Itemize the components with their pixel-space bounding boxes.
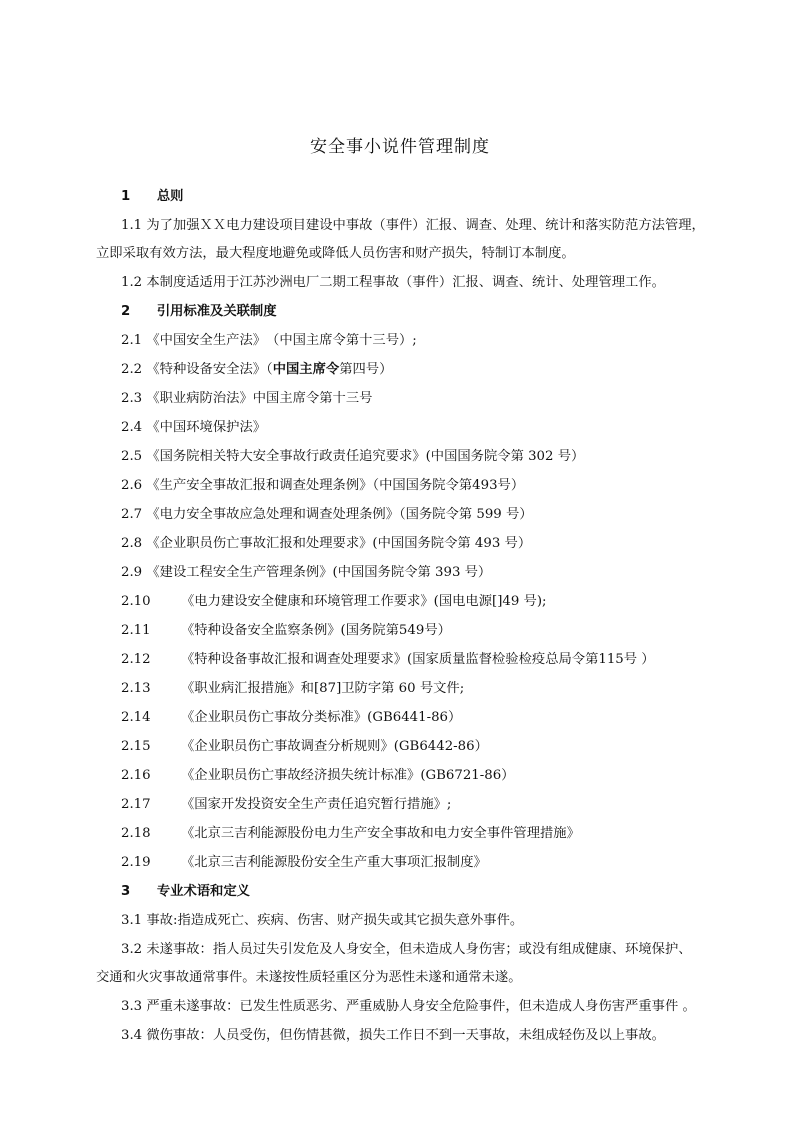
reference-2-16 [121,766,515,786]
reference-2-1: 2.1 《中国安全生产法》 （中国主席令第十三号）; [121,333,417,348]
section-2-heading: 2 引用标准及关联制度 [121,304,277,319]
reference-number: 2.10 [121,594,151,609]
definition-3-2-line-1: 3.2 未遂事故：指人员过失引发危及人身安全，但未造成人身伤害；或没有组成健康、环境保护、 [121,942,692,957]
reference-2-14 [121,708,462,728]
definition-3-2-line-2: 交通和火灾事故通常事件。未遂按性质轻重区分为恶性未遂和通常未遂。 [96,970,522,985]
reference-text: 《企业职员伤亡事故分类标准》(GB6441-86） [181,710,462,725]
reference-2-19 [121,853,487,873]
definition-3-1: 3.1 事故:指造成死亡、疾病、伤害、财产损失或其它损失意外事件。 [121,913,524,928]
reference-2-13 [121,679,465,699]
reference-number: 2.13 [121,681,151,696]
definition-3-4: 3.4 微伤事故：人员受伤，但伤情甚微，损失工作日不到一天事故，未组成轻伤及以上事故。 [121,1028,665,1043]
reference-2-2-text-c: 第四号） [339,362,393,377]
reference-2-12 [121,650,655,670]
reference-2-2 [121,360,392,380]
paragraph-1-1-line-2: 立即采取有效方法，最大程度地避免或降低人员伤害和财产损失，特制订本制度。 [96,246,575,261]
reference-text: 《特种设备事故汇报和调查处理要求》(国家质量监督检验检疫总局令第115号 ） [181,652,655,667]
reference-number: 2.14 [121,710,151,725]
reference-number: 2.19 [121,855,151,870]
reference-number: 2.12 [121,652,151,667]
reference-2-9: 2.9 《建设工程安全生产管理条例》(中国国务院令第 393 号） [121,565,492,580]
section-1-heading: 1 总则 [121,189,184,204]
reference-2-4: 2.4 《中国环境保护法》 [121,420,267,435]
reference-2-7: 2.7 《电力安全事故应急处理和调查处理条例》（国务院令第 599 号） [121,507,533,522]
reference-2-6: 2.6 《生产安全事故汇报和调查处理条例》（中国国务院令第493号） [121,478,525,493]
reference-2-11 [121,621,451,641]
reference-2-2-text-bold: 中国主席令 [272,362,340,377]
reference-number: 2.15 [121,739,151,754]
reference-number: 2.16 [121,768,151,783]
document-title: 安全事小说件管理制度 [310,137,490,157]
reference-2-2-text-a: 2.2 《特种设备安全法》（ [121,362,273,377]
reference-2-3: 2.3 《职业病防治法》中国主席令第十三号 [121,391,373,406]
definition-3-3: 3.3 严重未遂事故：已发生性质恶劣、严重威胁人身安全危险事件，但未造成人身伤害严重事件 。 [121,999,696,1014]
reference-number: 2.18 [121,826,151,841]
paragraph-1-1-line-1: 1.1 为了加强ＸＸ电力建设项目建设中事故（事件）汇报、调查、处理、统计和落实防范方法管理， [121,218,705,233]
reference-text: 《电力建设安全健康和环境管理工作要求》(国电电源[]49 号); [181,594,547,609]
reference-2-15 [121,737,488,757]
reference-2-5: 2.5 《国务院相关特大安全事故行政责任追究要求》(中国国务院令第 302 号） [121,449,585,464]
reference-text: 《国家开发投资安全生产责任追究暂行措施》; [181,797,452,812]
reference-2-17 [121,795,452,815]
section-3-heading: 3 专业术语和定义 [121,884,250,899]
reference-text: 《北京三吉利能源股份电力生产安全事故和电力安全事件管理措施》 [181,826,580,841]
reference-2-8: 2.8 《企业职员伤亡事故汇报和处理要求》(中国国务院令第 493 号） [121,536,532,551]
reference-2-10 [121,592,547,612]
reference-text: 《职业病汇报措施》和[87]卫防字第 60 号文件; [181,681,465,696]
reference-2-18 [121,824,580,844]
reference-number: 2.17 [121,797,151,812]
reference-text: 《企业职员伤亡事故经济损失统计标准》(GB6721-86） [181,768,515,783]
reference-text: 《企业职员伤亡事故调查分析规则》(GB6442-86） [181,739,488,754]
reference-text: 《特种设备安全监察条例》(国务院第549号） [181,623,451,638]
paragraph-1-2: 1.2 本制度适适用于江苏沙洲电厂二期工程事故（事件）汇报、调查、统计、处理管理工作。 [121,275,665,290]
reference-number: 2.11 [121,623,151,638]
reference-text: 《北京三吉利能源股份安全生产重大事项汇报制度》 [181,855,487,870]
